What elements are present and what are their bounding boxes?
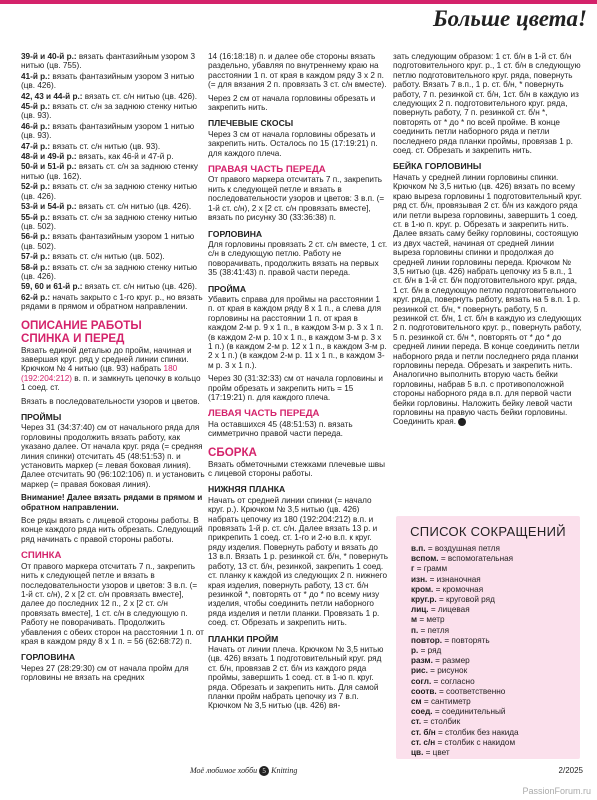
paragraph [21,346,206,393]
abbreviation-meaning: = соответственно [438,686,506,696]
row-number: 42, 43 и 44-й р.: [21,91,83,101]
heading: ГОРЛОВИНА [208,228,263,239]
paragraph: Начать от средней линии спинки (= начало круг. р.). Крючком № 3,5 нитью (цв. 426) набрать цепочку из 180 (192:204:212) в.п. и провязать 1-й р. ст. с/н. Далее вязать 13 р. и прикрепить 1 соед. ст. 1-го и 2-ю в.п. к круг. ряду изделия. Повернуть работу и вязать до 13 в.п. Вязать 1 р. резинкой ст. б/н, * повернуть работу, 13 ст. б/н, резинкой, закрепить 1 соед. ст. планку к каждой из следующих 2 п. нижнего края изделия, повернуть работу, 13 ст. б/н резинкой *, повторять от * до * по всему низу изделия, чтобы соединить петли наборного ряда изделия и петли планки. Провязать 1 р. соед. ст. Обрезать и закрепить нить. [208,495,388,628]
abbreviation-meaning: = столбик с накидом [437,737,516,747]
abbreviation-key: соотв. [411,686,439,696]
row-text: начать закрыто с 1-го круг. р., но вязать рядами в прямом и обратном направлении. [21,292,203,312]
abbreviation-key: рис. [411,666,431,676]
abbreviation-key: вспом. [411,554,441,564]
heading: СПИНКА [21,550,62,562]
row-number: 39-й и 40-й р.: [21,52,77,61]
heading: ПЛАНКИ ПРОЙМ [208,633,279,644]
abbreviation-row [411,615,519,625]
abbreviation-key: м [411,615,420,625]
row-text: вязать ст. с/н нитью (цв. 93). [50,141,161,151]
abbreviations-list [411,544,519,758]
paragraph: Для горловины провязать 2 ст. с/н вместе, 1 ст. с/н в следующую петлю. Работу не поворачивать, продолжить вязать на первых 35 (38:41:43) п. правой части переда. [208,239,388,278]
abbreviation-key: п. [411,625,421,635]
abbreviation-row [411,626,519,636]
row-instruction [21,162,206,181]
abbreviation-meaning: = воздушная петля [427,544,500,553]
abbreviation-meaning: = вспомогательная [440,554,514,564]
row-number: 45-й р.: [21,102,51,112]
row-list [21,52,206,312]
heading: ПРОЙМЫ [21,412,62,422]
page-title: Больше цвета! [432,6,587,31]
paragraph: На оставшихся 45 (48:51:53) п. вязать симметрично правой части переда. [208,419,353,439]
abbreviation-key: кром. [411,584,436,594]
abbreviation-row [411,595,519,605]
row-text: вязать фантазийным узором 1 нитью (цв. 93). [21,121,195,141]
abbreviation-key: лиц. [411,605,431,615]
row-instruction [21,252,206,261]
abbreviation-key: в.п. [411,544,428,553]
row-text: вязать ст. с/н за заднюю стенку нитью (цв. 426). [21,182,198,201]
row-text: вязать фантазийным узором 3 нитью (цв. 426). [21,71,195,91]
abbreviation-meaning: = соединительный [434,707,506,717]
abbreviation-row [411,605,519,615]
heading: НИЖНЯЯ ПЛАНКА [208,484,286,495]
abbreviation-row [411,677,519,687]
row-number: 62-й р.: [21,292,51,302]
row-text: вязать ст. с/н нитью (цв. 426). [82,91,198,101]
text: Вязать единой деталью до пройм, начиная и завершая круг. ряд у средней линии спинки. Крючком № 4 нитью (цв. 93) набрать [21,345,192,374]
abbreviation-meaning: = ряд [420,646,442,656]
size-values: 180 (192:204:212) [21,364,178,383]
abbreviation-key: согл. [411,676,434,686]
row-number: 59, 60 и 61-й р.: [21,282,83,292]
warning-text: Внимание! Далее вязать рядами в прямом и обратном направлении. [21,493,203,512]
abbreviation-meaning: = кромочная [435,584,484,594]
row-instruction [21,293,206,312]
abbreviation-meaning: = сантиметр [423,697,471,707]
abbreviation-key: г [411,564,417,574]
abbreviation-key: ст. с/н [411,737,438,747]
row-number: 41-й р.: [21,71,51,81]
abbreviation-key: соед. [411,707,435,717]
row-number: 53-й и 54-й р.: [21,202,77,212]
abbreviation-row [411,717,519,727]
abbreviation-row [411,666,519,676]
footer [0,764,597,778]
abbreviation-key: см [411,697,424,707]
row-number: 55-й р.: [21,212,51,222]
row-instruction [21,52,206,71]
abbreviation-meaning: = согласно [433,676,475,686]
row-number: 46-й р.: [21,121,51,131]
row-number: 52-й р.: [21,182,51,192]
row-number: 56-й р.: [21,232,51,242]
page-badge: 5 [259,766,269,776]
paragraph: Все ряды вязать с лицевой стороны работы. В конце каждого ряда нить обрезать. Следующий ряд начинать с правой стороны работы. [21,516,203,544]
column-3 [393,52,583,431]
row-instruction [21,282,206,291]
abbreviation-key: цв. [411,748,426,758]
row-number: 50-й и 51-й р.: [21,162,77,172]
paragraph: Через 30 (31:32:33) см от начала горловины и пройм обрезать и закрепить нить = 15 (17:19:21) п. для каждого плеча. [208,374,383,402]
column-2 [208,52,388,715]
paragraph: От правого маркера отсчитать 7 п., закрепить нить к следующей петле и вязать в последовательности узоров и цветов: 3 в.п. (= 1-й ст. с/н), 2 x [2 ст. с/н провязать вместе], далее до последних 12 п., 2 x [2 ст. с/н провязать вместе], 1 ст. с/н в следующую п. Работу не поворачивать. Продолжить убавления с обеих сторон на расстоянии 1 п. от края в каждом ряду 8 x 1 п. = 56 (62:68:72) п. [21,561,204,646]
paragraph: Через 31 (34:37:40) см от начального ряда для горловины продолжить вязать работу, как указано далее. От начала круг. ряда (= средняя линия спинки) отсчитать 45 (48:51:53) п. и установить маркер (= левая боковая линия). Далее отсчитать 90 (96:102:106) п. и установить маркер (= правая боковая линия). [21,423,205,489]
heading: ГОРЛОВИНА [21,652,76,663]
row-instruction [21,232,206,251]
row-text: вязать ст. с/н нитью (цв. 502). [50,252,165,262]
abbreviation-row [411,728,519,738]
paragraph: зать следующим образом: 1 ст. б/н в 1-й ст. б/н подготовительного круг. р., 1 ст. б/н в следующую петлю подготовительного круг. ряда, повернуть работу. Вязать 7 в.п., 1 р. ст. б/н, * повернуть работу, 7 п. резинкой ст. б/н, 1ст. б/н в каждую из следующих 2 п. подготовительного круг. ряда, повернуть работу, 7 п. резинкой ст. б/н *, повторять от * до * по всей пройме. В конце соединить петли наборного ряда и петли последнего ряда планки проймы, провязав 1 р. соед. ст. Обрезать и закрепить нить. [393,52,581,156]
heading: БЕЙКА ГОРЛОВИНЫ [393,161,482,172]
row-instruction [21,213,206,232]
abbreviation-key: разм. [411,656,436,666]
row-number: 48-й и 49-й р.: [21,152,77,162]
abbreviation-row [411,738,519,748]
row-instruction [21,122,206,141]
abbreviation-row [411,748,519,758]
paragraph: 14 (16:18:18) п. и далее обе стороны вязать раздельно, убавляя по внутреннему краю на расстоянии 1 п. от края в каждом ряду 3 x 2 п. (= для вязания 2 п. провязать 3 ст. с/н вместе). [208,52,387,90]
row-text: вязать ст. с/н за заднюю стенку нитью (цв. 93). [21,102,198,121]
section-title: ОПИСАНИЕ РАБОТЫ [21,318,142,332]
abbreviation-meaning: = размер [435,656,470,666]
abbreviation-meaning: = круговой ряд [438,595,495,605]
abbreviation-row [411,646,519,656]
magazine-name: Моё любимое хобби [190,766,258,775]
row-instruction [21,102,206,121]
abbreviation-meaning: = столбик без накида [437,727,519,737]
abbreviation-row [411,707,519,717]
row-text: вязать фантазийным узором 3 нитью (цв. 755). [21,52,195,71]
row-text: вязать, как 46-й и 47-й р. [76,152,174,162]
abbreviation-key: повтор. [411,635,445,645]
paragraph: Через 3 см от начала горловины обрезать и закрепить нить. Осталось по 15 (17:19:21) п. для каждого плеча. [208,129,378,158]
row-instruction [21,182,206,201]
paragraph: Убавить справа для проймы на расстоянии 1 п. от края в каждом ряду 8 x 1 п., а слева для горловины на расстоянии 1 п. от края в каждом 2-м р. 9 x 1 п., в каждом 3-м р. 3 x 1 п. (в каждом 2-м р. 10 x 1 п., в каждом 3-м р. 3 x 1 п.) (в каждом 2-м р. 12 x 1 п., в каждом 3-м р. 2 x 1 п.) (в каждом 2-м р. 11 x 1 п., в каждом 3-м р. 3 x 1 п.). [208,294,387,370]
watermark: PassionForum.ru [522,786,591,796]
abbreviation-row [411,585,519,595]
row-number: 57-й р.: [21,252,51,262]
abbreviation-key: ст. [411,717,424,727]
abbreviation-meaning: = рисунок [430,666,468,676]
row-text: вязать ст. с/н за заднюю стенку нитью (цв. 426). [21,262,198,281]
abbreviation-meaning: = столбик [423,717,461,727]
subsection-title: СПИНКА И ПЕРЕД [21,331,125,345]
abbreviation-meaning: = цвет [425,748,450,758]
magazine-section: Knitting [271,766,298,775]
abbreviation-key: ст. б/н [411,727,438,737]
row-instruction [21,72,206,91]
abbreviations-box [396,516,580,759]
abbreviation-row [411,544,519,554]
abbreviation-row [411,575,519,585]
heading: ПРАВАЯ ЧАСТЬ ПЕРЕДА [208,164,326,176]
abbreviations-title: СПИСОК СОКРАЩЕНИЙ [410,524,566,539]
row-text: вязать ст. с/н за заднюю стенку нитью (цв. 162). [21,162,198,181]
abbreviation-key: круг.р. [411,595,439,605]
abbreviation-meaning: = лицевая [430,605,470,615]
row-instruction [21,142,206,151]
text: в. п. и замкнуть цепочку в кольцо 1 соед. ст. [21,373,201,393]
paragraph: Вязать обметочными стежками плечевые швы с лицевой стороны работы. [208,459,386,479]
paragraph: Вязать в последовательности узоров и цветов. [21,396,200,406]
abbreviation-row [411,687,519,697]
row-instruction [21,92,206,101]
section-title: СБОРКА [208,445,257,459]
abbreviation-row [411,636,519,646]
row-instruction [21,152,206,161]
row-instruction [21,202,206,211]
top-accent-bar [0,0,597,4]
row-number: 58-й р.: [21,262,51,272]
abbreviation-meaning: = изнаночная [429,574,481,584]
text: Начать у средней линии горловины спинки. Крючком № 3,5 нитью (цв. 426) вязать по всему краю выреза горловины 1 подготовительный круг. ряд ст. б/н, провязывая 2 ст. б/н из каждого ряда или петли выреза горловины, завершить 1 соед. ст. в 1-ю п. круг. р. Обрезать и закрепить нить. Далее вязать саму бейку горловины, состоящую из двух частей, начиная от средней линии выреза горловины спинки и продолжая до средней линии горловины переда. Крючком № 3,5 нитью (цв. 426) набрать цепочку из 5 в.п., 1 ст. б/н в 1-й ст. б/н подготовительного круг. ряда, 1 ст. б/н в следующую петлю подготовительного круг. ряда, повернуть работу, вязать на 5 в.п. 1 р. резинкой ст. б/н, * повернуть работу, 5 п. резинкой ст. б/н, 1 ст. б/н в каждую из следующих 2 п. подготовительного круг. р., повернуть работу, 5 п. резинкой ст. б/н *, повторять от * до * до средней линии переда. В конце соединить петли наборного ряда и петли последнего ряда планки горловины переда. Обрезать и закрепить нить. Аналогично выполнить вторую часть бейки горловины, набрав 5 в.п. с противоположной стороны наборного ряда в.п. для первой части бейки горловины. Наложить бейку левой части горловины на правую часть бейки горловины. Соединить края. [393,172,582,427]
column-1 [21,52,206,687]
paragraph [393,173,583,427]
abbreviation-row [411,564,519,574]
heading: ПЛЕЧЕВЫЕ СКОСЫ [208,118,294,129]
paragraph: От правого маркера отсчитать 7 п., закрепить нить к следующей петле и вязать в последовательности узоров и цветов: 3 в.п. (= 1-й ст. с/н), 2 x [2 ст. с/н провязать вместе], вязать по рисунку 30 (33:36:38) п. [208,175,385,223]
paragraph: Начать от линии плеча. Крючком № 3,5 нитью (цв. 426) вязать 1 подготовительный круг. ряд ст. б/н, провязав 2 ст. б/н из каждого ряда проймы, завершить 1 соед. ст. в 1-ю п. круг. ряда. Обрезать и закрепить нить. Для самой планки пройм набрать цепочку из 7 в.п. Крючком № 3,5 нитью (цв. 426) вя- [208,644,384,711]
row-text: вязать ст. с/н нитью (цв. 426). [82,282,198,292]
abbreviation-row [411,697,519,707]
abbreviation-row [411,656,519,666]
abbreviation-meaning: = повторять [444,635,490,645]
abbreviation-meaning: = грамм [416,564,448,574]
row-number: 47-й р.: [21,141,51,151]
abbreviation-key: р. [411,646,421,656]
heading: ПРОЙМА [208,283,247,294]
heading: ЛЕВАЯ ЧАСТЬ ПЕРЕДА [208,408,320,420]
paragraph: Через 27 (28:29:30) см от начала пройм для горловины не вязать на средних [21,663,189,683]
abbreviation-key: изн. [411,574,430,584]
abbreviation-row [411,554,519,564]
row-instruction [21,263,206,282]
end-mark-icon [458,418,466,426]
footer-magazine [190,766,297,776]
row-text: вязать ст. с/н нитью (цв. 426). [76,202,192,212]
issue-number: 2/2025 [558,766,583,775]
paragraph: Через 2 см от начала горловины обрезать и закрепить нить. [208,93,376,113]
row-text: вязать фантазийным узором 1 нитью (цв. 502). [21,232,195,251]
abbreviation-meaning: = петля [420,625,450,635]
abbreviation-meaning: = метр [419,615,445,625]
row-text: вязать ст. с/н за заднюю стенку нитью (цв. 502). [21,212,198,231]
